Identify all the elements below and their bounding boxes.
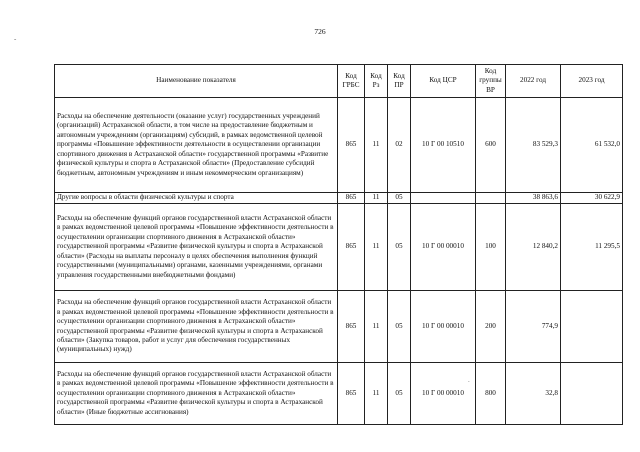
row-pr: 02 — [388, 98, 411, 193]
row-rz: 11 — [365, 363, 388, 425]
table-row — [55, 193, 623, 204]
row-vr: 600 — [476, 98, 506, 193]
table-row — [55, 363, 623, 425]
header-pr: Код ПР — [388, 65, 411, 98]
row-grbs: 865 — [338, 98, 365, 193]
header-2023: 2023 год — [561, 65, 623, 98]
margin-mark: - — [14, 35, 17, 43]
row-2023 — [561, 363, 623, 425]
row-grbs: 865 — [338, 291, 365, 363]
header-name: Наименование показателя — [55, 65, 338, 98]
table-header-row — [55, 65, 623, 98]
row-grbs: 865 — [338, 193, 365, 204]
row-csr: 10 Г 00 00010 — [411, 291, 476, 363]
table-row — [55, 204, 623, 291]
row-2022: 774,9 — [506, 291, 561, 363]
row-2022: 83 529,3 — [506, 98, 561, 193]
row-name: Расходы на обеспечение деятельности (оказание услуг) государственных учреждений (организаций) Астраханской области, в том числе на предоставление бюджетным и автономным учреждениям (организациям) субсидий, в рамках ведомственной целевой программы «Повышение эффективности деятельности в осуществлении организации спортивного движения в Астраханской области» государственной программы «Развитие физической культуры и спорта в Астраханской области» (Предоставление субсидий бюджетным, автономным учреждениям и иным некоммерческим организациям) — [55, 98, 338, 193]
row-2022: 38 863,6 — [506, 193, 561, 204]
row-pr: 05 — [388, 193, 411, 204]
margin-mark: . — [468, 376, 470, 384]
row-name: Расходы на обеспечение функций органов государственной власти Астраханской области в рамках ведомственной целевой программы «Повышение эффективности деятельности в осуществлении организации спортивного движения в Астраханской области» государственной программы «Развитие физической культуры и спорта в Астраханской области» (Расходы на выплаты персоналу в целях обеспечения выполнения функций государственными (муниципальными) органами, казенными учреждениями, органами управления государственными внебюджетными фондами) — [55, 204, 338, 291]
row-2023: 61 532,0 — [561, 98, 623, 193]
header-rz: Код Рз — [365, 65, 388, 98]
row-vr: 100 — [476, 204, 506, 291]
row-2023 — [561, 291, 623, 363]
row-name: Расходы на обеспечение функций органов государственной власти Астраханской области в рамках ведомственной целевой программы «Повышение эффективности деятельности в осуществлении организации спортивного движения в Астраханской области» государственной программы «Развитие физической культуры и спорта в Астраханской области» (Иные бюджетные ассигнования) — [55, 363, 338, 425]
row-2023: 11 295,5 — [561, 204, 623, 291]
row-name: Расходы на обеспечение функций органов государственной власти Астраханской области в рамках ведомственной целевой программы «Повышение эффективности деятельности в осуществлении организации спортивного движения в Астраханской области» государственной программы «Развитие физической культуры и спорта в Астраханской области» (Закупка товаров, работ и услуг для обеспечения государственных (муниципальных) нужд) — [55, 291, 338, 363]
row-rz: 11 — [365, 204, 388, 291]
header-vr: Код группы ВР — [476, 65, 506, 98]
budget-table — [54, 64, 623, 425]
row-pr: 05 — [388, 291, 411, 363]
row-rz: 11 — [365, 98, 388, 193]
row-pr: 05 — [388, 204, 411, 291]
row-vr — [476, 193, 506, 204]
row-2023: 30 622,9 — [561, 193, 623, 204]
table-row — [55, 98, 623, 193]
row-2022: 12 840,2 — [506, 204, 561, 291]
row-rz: 11 — [365, 193, 388, 204]
row-vr: 200 — [476, 291, 506, 363]
row-pr: 05 — [388, 363, 411, 425]
row-csr: 10 Г 00 00010 — [411, 204, 476, 291]
row-vr: 800 — [476, 363, 506, 425]
row-csr: 10 Г 00 10510 — [411, 98, 476, 193]
header-2022: 2022 год — [506, 65, 561, 98]
row-name: Другие вопросы в области физической культуры и спорта — [55, 193, 338, 204]
header-grbs: Код ГРБС — [338, 65, 365, 98]
header-csr: Код ЦСР — [411, 65, 476, 98]
row-2022: 32,8 — [506, 363, 561, 425]
page-number: 726 — [314, 27, 326, 36]
row-rz: 11 — [365, 291, 388, 363]
row-csr — [411, 193, 476, 204]
row-grbs: 865 — [338, 204, 365, 291]
row-grbs: 865 — [338, 363, 365, 425]
table-row — [55, 291, 623, 363]
row-csr: 10 Г 00 00010 — [411, 363, 476, 425]
